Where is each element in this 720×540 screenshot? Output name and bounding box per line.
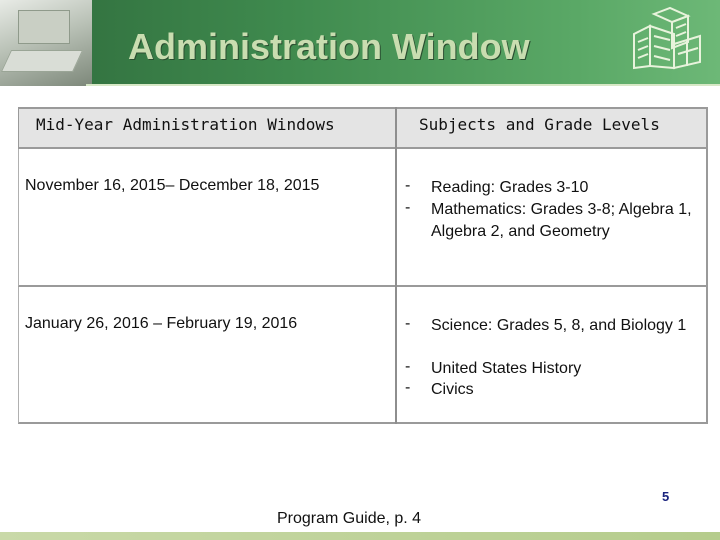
bullet-dash: - bbox=[405, 199, 411, 216]
subject-item: Civics bbox=[431, 381, 474, 398]
bottom-accent-bar bbox=[0, 532, 720, 540]
column-header-windows bbox=[18, 107, 395, 149]
bullet-dash: - bbox=[405, 358, 411, 375]
keyboard-photo-icon bbox=[0, 0, 92, 86]
building-blocks-logo-icon bbox=[630, 6, 706, 70]
subject-item: Science: Grades 5, 8, and Biology 1 bbox=[431, 317, 687, 334]
footer-reference: Program Guide, p. 4 bbox=[277, 510, 422, 527]
table-row bbox=[18, 287, 708, 424]
header-banner bbox=[0, 0, 720, 86]
bullet-dash: - bbox=[405, 379, 411, 396]
column-header-subjects-label: Subjects and Grade Levels bbox=[419, 115, 660, 134]
bullet-dash: - bbox=[405, 177, 411, 194]
subject-item: Reading: Grades 3-10 bbox=[431, 179, 589, 196]
column-header-subjects bbox=[397, 107, 708, 149]
column-header-windows-label: Mid-Year Administration Windows bbox=[36, 115, 335, 134]
page-number: 5 bbox=[662, 489, 670, 504]
subject-item: United States History bbox=[431, 360, 582, 377]
window-dates: January 26, 2016 – February 19, 2016 bbox=[25, 315, 298, 332]
table-row bbox=[18, 149, 708, 287]
page-title: Administration Window bbox=[128, 26, 530, 67]
banner-divider bbox=[86, 84, 720, 86]
column-divider bbox=[395, 107, 397, 424]
subject-item: Mathematics: Grades 3-8; Algebra 1, Algebra 2, and Geometry bbox=[431, 201, 692, 240]
bullet-dash: - bbox=[405, 315, 411, 332]
window-dates: November 16, 2015– December 18, 2015 bbox=[25, 177, 320, 194]
administration-table bbox=[18, 107, 708, 424]
